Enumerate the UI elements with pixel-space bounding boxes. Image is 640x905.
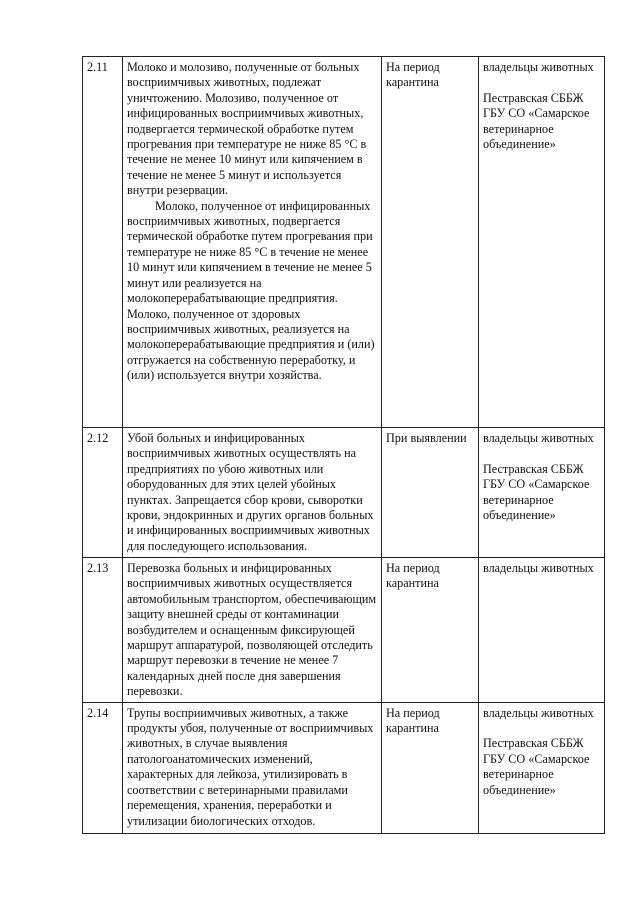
term-cell: На период карантина xyxy=(382,558,479,703)
table-row xyxy=(83,702,605,833)
responsible-cell xyxy=(479,702,605,833)
responsible-owners: владельцы животных xyxy=(483,60,594,74)
responsible-vet-service: Пестравская СББЖ ГБУ СО «Самарское ветеринарное объединение» xyxy=(483,736,590,797)
term-cell: На период карантина xyxy=(382,57,479,428)
measure-paragraph: Перевозка больных и инфицированных восприимчивых животных осуществляется автомобильным транспортом, обеспечивающим защиту внешней среды от контаминации возбудителем и оснащенным фиксирующей маршрут аппаратурой, позволяющей отследить маршрут перевозки в течение не менее 7 календарных дней после дня завершения перевозки. xyxy=(127,561,377,699)
item-number: 2.14 xyxy=(83,702,123,833)
term-cell: На период карантина xyxy=(382,702,479,833)
measure-text xyxy=(123,558,382,703)
responsible-cell xyxy=(479,428,605,558)
measure-paragraph: Молоко и молозиво, полученные от больных восприимчивых животных, подлежат уничтожению. Молозиво, полученное от инфицированных восприимчивых животных, подвергается термической обработке путем прогревания при температуре не ниже 85 °С в течение не менее 10 минут или кипячением в течение не менее 5 минут и используется внутри резервации. xyxy=(127,60,367,198)
table-row xyxy=(83,558,605,703)
table-row xyxy=(83,428,605,558)
item-number: 2.12 xyxy=(83,428,123,558)
responsible-cell xyxy=(479,57,605,428)
table-row xyxy=(83,57,605,428)
item-number: 2.13 xyxy=(83,558,123,703)
measures-table xyxy=(82,56,605,834)
responsible-vet-service: Пестравская СББЖ ГБУ СО «Самарское ветеринарное объединение» xyxy=(483,461,590,523)
responsible-owners: владельцы животных xyxy=(483,705,594,720)
term-cell: При выявлении xyxy=(382,428,479,558)
responsible-owners: владельцы животных xyxy=(483,561,594,575)
responsible-vet-service: Пестравская СББЖ ГБУ СО «Самарское ветеринарное объединение» xyxy=(483,90,590,152)
responsible-owners: владельцы животных xyxy=(483,431,594,445)
item-number: 2.11 xyxy=(83,57,123,428)
measure-text xyxy=(123,702,382,833)
measure-text xyxy=(123,57,382,428)
responsible-cell xyxy=(479,558,605,703)
measure-paragraph: Трупы восприимчивых животных, а также продукты убоя, полученные от восприимчивых животных, в случае выявления патологоанатомических изменений, характерных для лейкоза, утилизировать в соответствии с ветеринарными правилами перемещения, хранения, переработки и утилизации биологических отходов. xyxy=(127,705,374,828)
measure-paragraph: Убой больных и инфицированных восприимчивых животных осуществлять на предприятиях по убою животных или оборудованных для этих целей убойных пунктах. Запрещается сбор крови, сыворотки крови, эндокринных и других органов больных и инфицированных восприимчивых животных для последующего использования. xyxy=(127,431,374,553)
measure-paragraph: Молоко, полученное от инфицированных восприимчивых животных, подвергается термической обработке путем прогревания при температуре не ниже 85 °С в течение не менее 10 минут или кипячением в течение не менее 5 минут или реализуется на молокоперерабатывающие предприятия. Молоко, полученное от здоровых восприимчивых животных, реализуется на молокоперерабатывающие предприятия и (или) отгружается на собственную переработку, и (или) используется внутри хозяйства. xyxy=(127,198,375,383)
measure-text xyxy=(123,428,382,558)
